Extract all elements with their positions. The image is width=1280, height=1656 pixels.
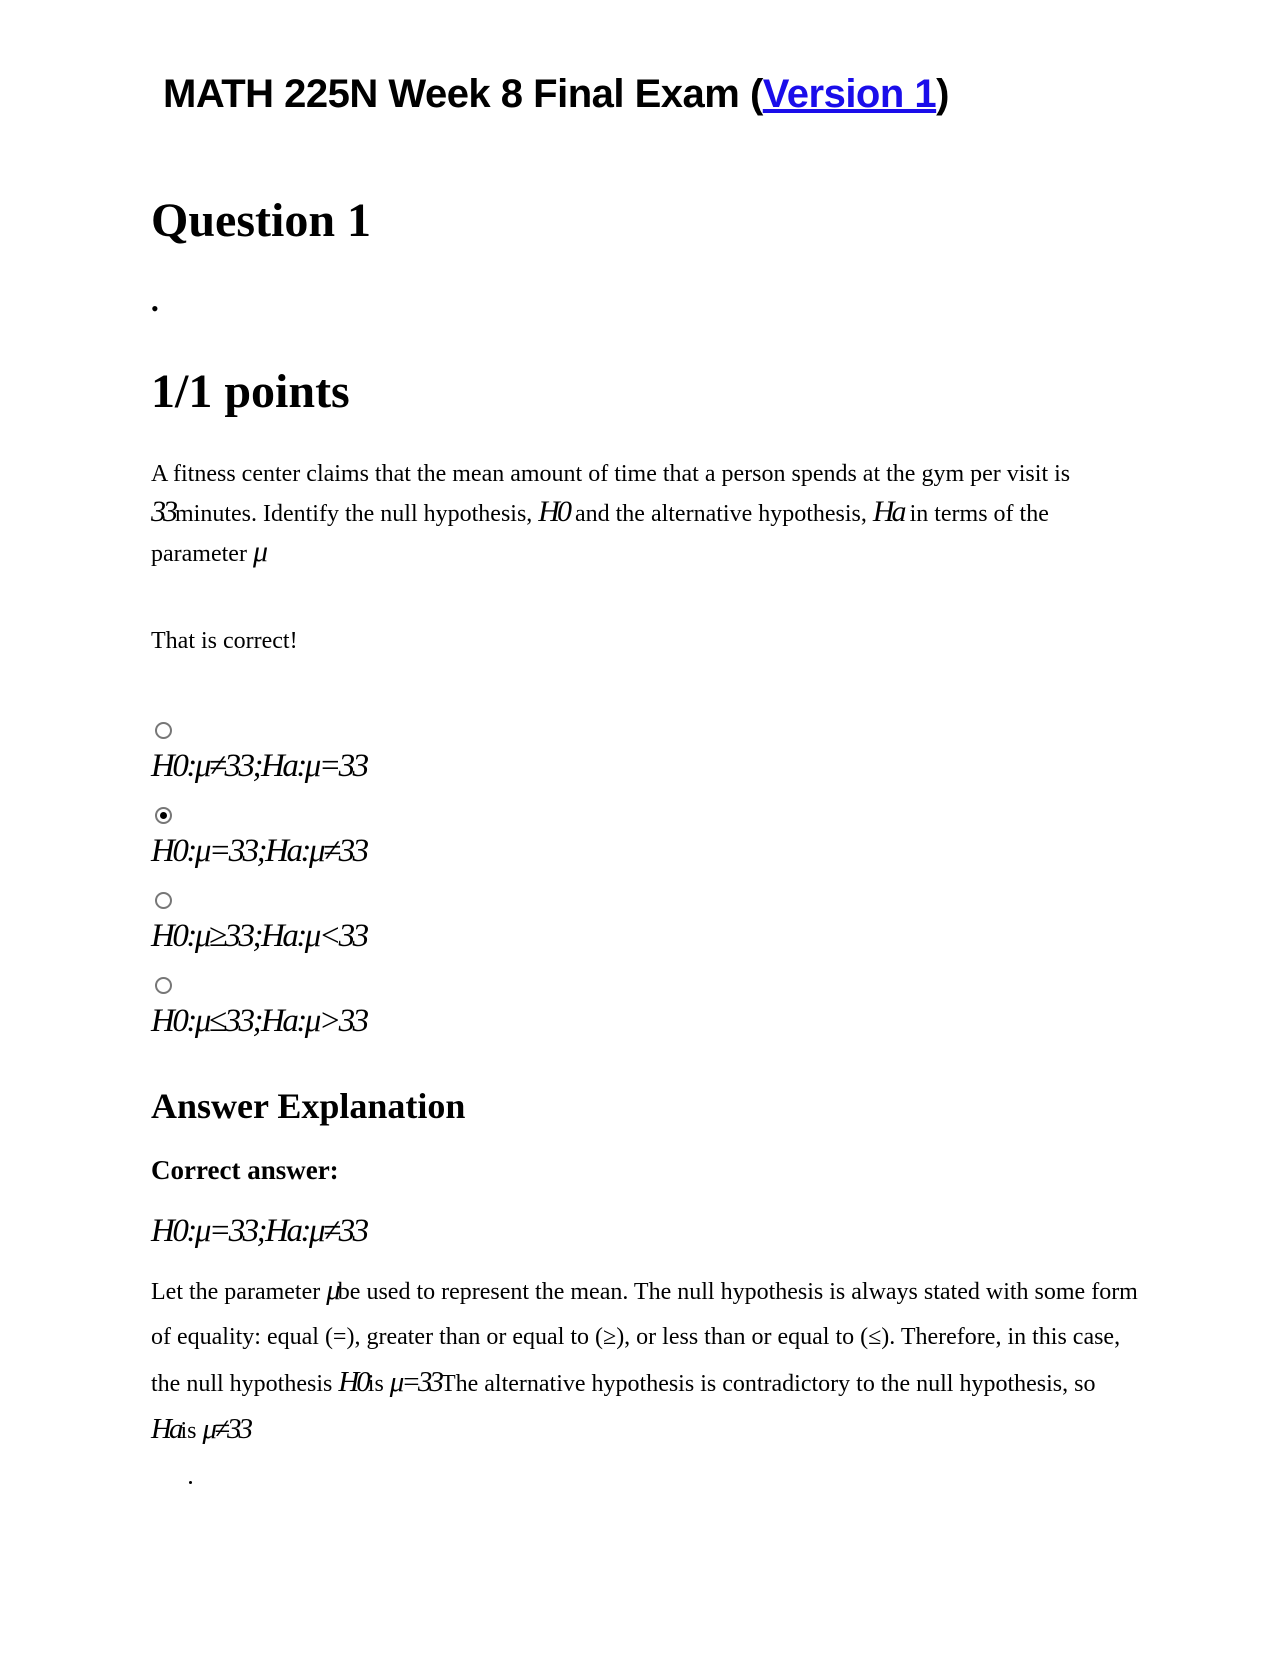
math-value: 33 [151,495,175,528]
points-score: 1/1 points [151,365,350,418]
explanation-heading: Answer Explanation [151,1086,466,1126]
correct-answer-label: Correct answer: [151,1155,339,1185]
version-link[interactable]: Version 1 [762,72,937,116]
stray-dot [189,1481,192,1484]
math-alt-statement: μ≠33 [202,1413,250,1445]
feedback-message: That is correct! [151,628,298,654]
title-prefix: MATH 225N Week 8 Final Exam ( [163,72,763,116]
radio-button[interactable] [155,722,172,739]
option-label: H0:μ≤33;Ha:μ>33 [151,1003,367,1039]
math-mu-symbol: μ [252,535,265,568]
explanation-text: Let the parameter μbe used to represent the mean. The null hypothesis is always stated with some form of equality: equal (=), greater than or equal to (≥), or less than or equal to (≤). Therefore, in this case, the null hypothesis H0is μ=33The alternative hypothesis is contradictory to the null hypothesis, so Hais μ≠33 [151,1274,1138,1445]
correct-answer-value: H0:μ=33;Ha:μ≠33 [151,1213,367,1249]
option-label: H0:μ≠33;Ha:μ=33 [151,748,367,784]
option-label: H0:μ≥33;Ha:μ<33 [151,918,367,954]
radio-button-selected[interactable] [155,807,172,824]
math-mu-symbol: μ [326,1274,338,1306]
math-null-symbol: H0 [338,1366,368,1398]
title-suffix: ) [936,72,949,116]
math-alt-symbol: Ha [151,1413,181,1445]
math-null-symbol: H0 [538,495,569,528]
math-null-statement: μ=33 [389,1366,441,1398]
bullet-marker: • [151,296,159,321]
question-heading: Question 1 [151,194,372,247]
math-alt-symbol: Ha [872,495,904,528]
question-prompt: A fitness center claims that the mean amount of time that a person spends at the gym per visit is 33minutes. Identify the null hypothesis, H0 and the alternative hypothesis, Ha in terms of the parameter μ [151,461,1071,568]
radio-button[interactable] [155,892,172,909]
radio-button[interactable] [155,977,172,994]
document-title [163,72,949,117]
option-label: H0:μ=33;Ha:μ≠33 [151,833,367,869]
